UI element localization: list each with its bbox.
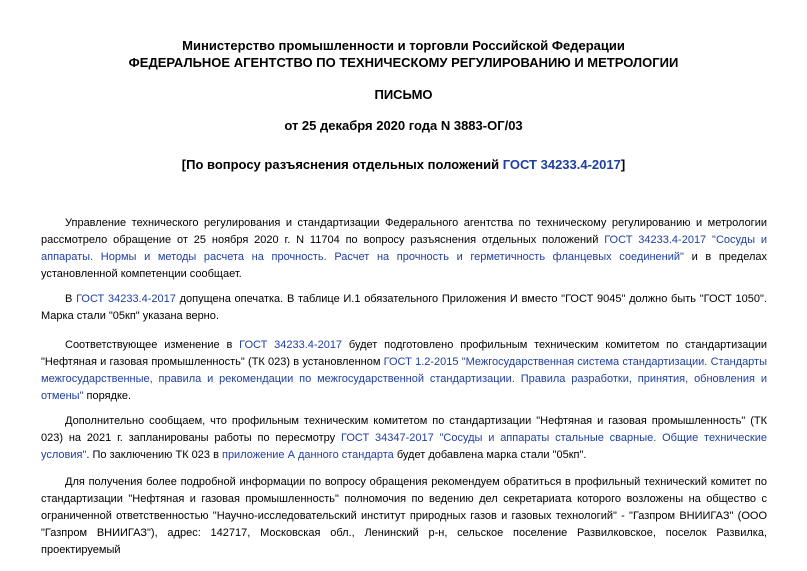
title-gost-link[interactable]: ГОСТ 34233.4-2017 [502, 157, 621, 172]
p3-text-1: Соответствующее изменение в [65, 339, 240, 351]
agency-heading: ФЕДЕРАЛЬНОЕ АГЕНТСТВО ПО ТЕХНИЧЕСКОМУ РЕГУЛИРОВАНИЮ И МЕТРОЛОГИИ [128, 55, 679, 70]
p4-appendix-a-link[interactable]: приложение А данного стандарта [221, 449, 394, 461]
p5-text-1: Для получения более подробной информации по вопросу обращения рекомендуем обратиться в профильный технический комитет по стандартизации "Нефтяная и газовая промышленность" полномочия по ведению дел секретариата которого возложены на общество с ограниченной ответственностью "Научно-исследовательский институт природных газов и газовых технологий" - "Газпром ВНИИГАЗ" (ООО "Газпром ВНИИГАЗ"), адрес: 142717, Московская обл., Ленинский р-н, сельское поселение Развилковское, поселок Развилка, проектируемый [41, 476, 767, 556]
p4-text-3: будет добавлена марка стали "05кп". [393, 449, 587, 461]
p4-text-2: . По заключению ТК 023 в [86, 449, 222, 461]
p2-text-2: допущена опечатка. В таблице И.1 обязательного Приложения И вместо "ГОСТ 9045" должно быть "ГОСТ 1050". Марка стали "05кп" указана верно. [41, 293, 767, 322]
paragraph-4 [41, 413, 767, 464]
p3-gost-link[interactable]: ГОСТ 34233.4-2017 [239, 339, 343, 351]
title-prefix: [По вопросу разъяснения отдельных положений [181, 157, 503, 172]
p3-text-3: порядке. [83, 390, 132, 402]
ministry-heading: Министерство промышленности и торговли Российской Федерации [182, 38, 625, 53]
p1-text-2: и в пределах установленной компетенции сообщает. [41, 251, 767, 280]
p3-text-2: будет подготовлено профильным техническим комитетом по стандартизации "Нефтяная и газовая промышленность" (ТК 023) в установленном [41, 339, 767, 368]
doc-type-heading: ПИСЬМО [374, 87, 433, 102]
paragraph-2 [41, 291, 767, 325]
p3-gost-1-2-link[interactable]: ГОСТ 1.2-2015 "Межгосударственная система стандартизации. Стандарты межгосударственные, правила и рекомендации по межгосударственной стандартизации. Правила разработки, принятия, обновления и отмены" [41, 356, 768, 402]
paragraph-3 [41, 337, 767, 405]
p1-text-1: Управление технического регулирования и стандартизации Федерального агентства по техническому регулированию и метрологии рассмотрело обращение от 25 ноября 2020 г. N 11704 по вопросу разъяснения отдельных положений [41, 217, 767, 246]
p1-gost-link[interactable]: ГОСТ 34233.4-2017 "Сосуды и аппараты. Нормы и методы расчета на прочность. Расчет на прочность и герметичность фланцевых соединений" [41, 234, 767, 263]
p4-text-1: Дополнительно сообщаем, что профильным техническим комитетом по стандартизации "Нефтяная и газовая промышленность" (ТК 023) на 2021 г. запланированы работы по пересмотру [41, 415, 767, 444]
paragraph-1 [41, 215, 767, 283]
date-number-heading: от 25 декабря 2020 года N 3883-ОГ/03 [284, 118, 523, 133]
p4-gost-34347-link[interactable]: ГОСТ 34347-2017 "Сосуды и аппараты стальные сварные. Общие технические условия" [41, 432, 767, 461]
paragraph-5 [41, 474, 767, 559]
title-suffix: ] [620, 157, 626, 172]
p2-text-1: В [65, 293, 77, 305]
p2-gost-link[interactable]: ГОСТ 34233.4-2017 [76, 293, 176, 305]
letter-title [0, 157, 807, 172]
